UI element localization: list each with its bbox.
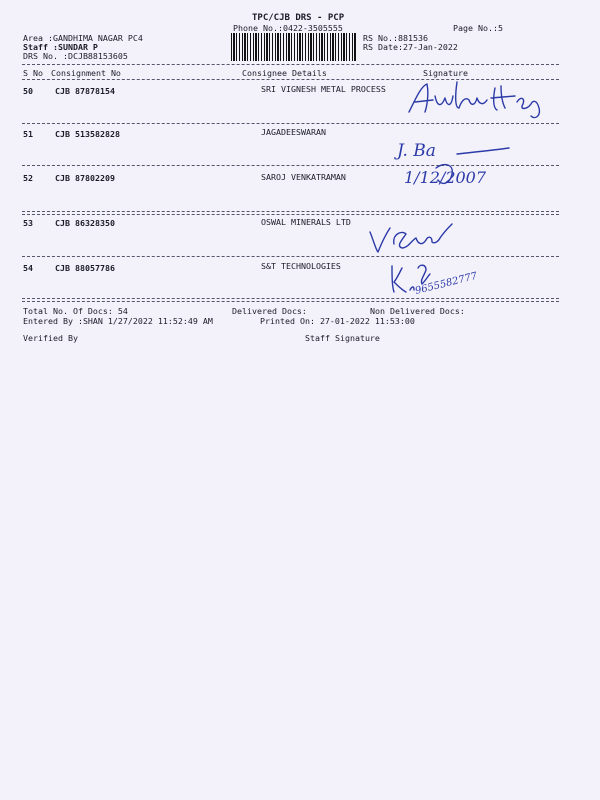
non-delivered-docs: Non Delivered Docs:	[370, 306, 465, 316]
page-number: Page No.:5	[453, 23, 503, 33]
row-consignee: OSWAL MINERALS LTD	[261, 217, 351, 227]
row-consignment: CJB 87802209	[55, 173, 115, 183]
row-consignment: CJB 88057786	[55, 263, 115, 273]
row-consignee: SRI VIGNESH METAL PROCESS	[261, 84, 386, 94]
row-consignee: S&T TECHNOLOGIES	[261, 261, 341, 271]
row-consignment: CJB 87878154	[55, 86, 115, 96]
rs-date: RS Date:27-Jan-2022	[363, 42, 458, 52]
area-field: Area :GANDHIMA NAGAR PC4	[23, 33, 143, 43]
phone-number: Phone No.:0422-3505555	[233, 23, 343, 33]
row-consignment: CJB 513582828	[55, 129, 120, 139]
row-sno: 52	[23, 173, 33, 183]
drs-number: DRS No. :DCJB88153605	[23, 51, 128, 61]
divider	[22, 123, 559, 124]
row-consignee: JAGADEESWARAN	[261, 127, 326, 137]
svg-text:1/12/2007: 1/12/2007	[404, 168, 487, 187]
entered-by: Entered By :SHAN 1/27/2022 11:52:49 AM	[23, 316, 213, 326]
divider	[22, 64, 559, 65]
row-sno: 54	[23, 263, 33, 273]
verified-by-label: Verified By	[23, 333, 78, 343]
column-header-consignment: Consignment No	[51, 68, 121, 78]
row-sno: 53	[23, 218, 33, 228]
column-header-signature: Signature	[423, 68, 468, 78]
handwritten-signature	[402, 158, 512, 192]
handwritten-signature	[366, 220, 456, 256]
row-consignee: SAROJ VENKATRAMAN	[261, 172, 346, 182]
double-divider	[22, 211, 559, 215]
staff-signature-label: Staff Signature	[305, 333, 380, 343]
delivered-docs: Delivered Docs:	[232, 306, 307, 316]
double-divider	[22, 298, 559, 302]
report-title: TPC/CJB DRS - PCP	[252, 13, 345, 23]
handwritten-signature	[405, 78, 565, 122]
row-sno: 51	[23, 129, 33, 139]
staff-field: Staff :SUNDAR P	[23, 42, 98, 52]
divider	[22, 256, 559, 257]
svg-text:9655582777: 9655582777	[414, 270, 479, 297]
printed-on: Printed On: 27-01-2022 11:53:00	[260, 316, 415, 326]
row-consignment: CJB 86328350	[55, 218, 115, 228]
handwritten-signature	[386, 258, 516, 300]
column-header-consignee: Consignee Details	[242, 68, 327, 78]
column-header-sno: S No	[23, 68, 43, 78]
rs-number: RS No.:881536	[363, 33, 428, 43]
barcode	[231, 33, 356, 61]
svg-text:J. Ba: J. Ba	[397, 141, 436, 161]
row-sno: 50	[23, 86, 33, 96]
total-docs: Total No. Of Docs: 54	[23, 306, 128, 316]
